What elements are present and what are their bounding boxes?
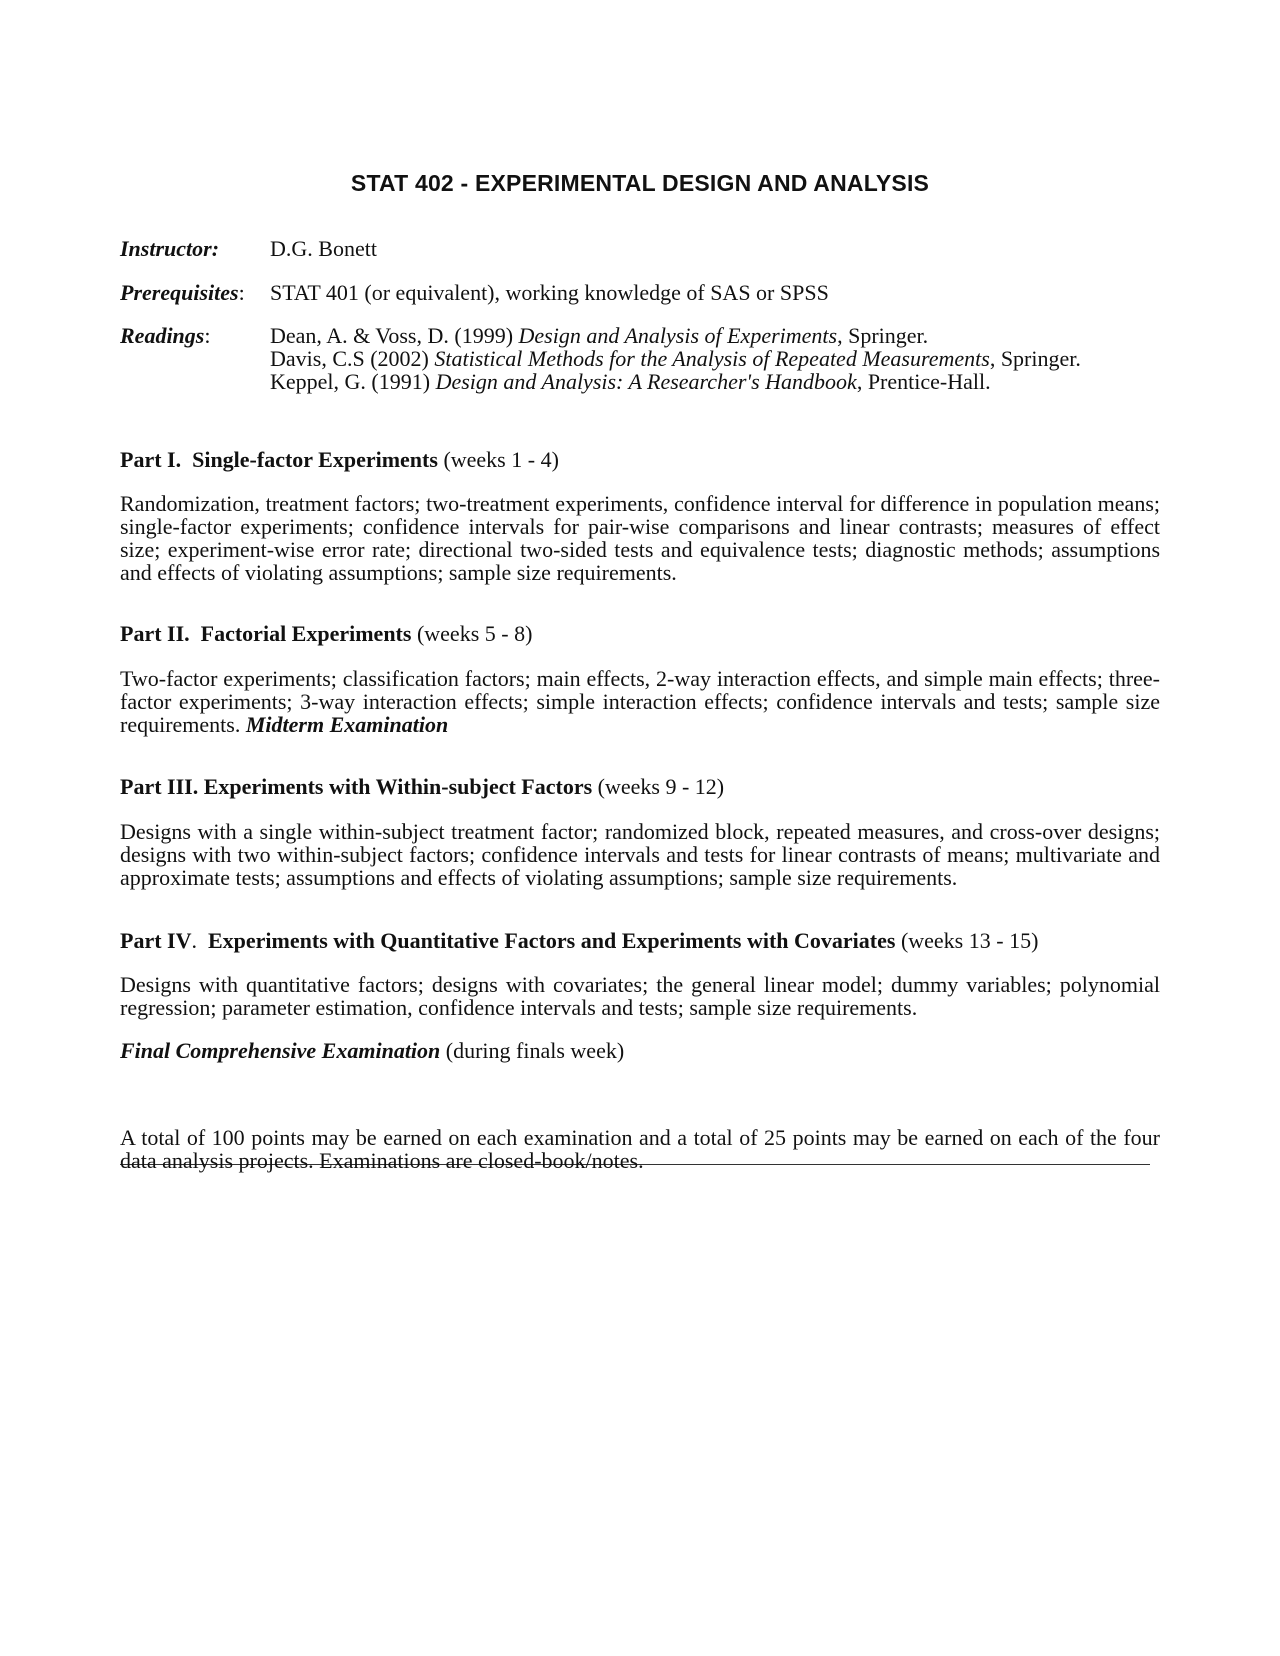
part-4-description: Designs with quantitative factors; designs with covariates; the general linear model; dummy variables; polynomial regression; parameter estimation, confidence intervals and tests; sample size requirements. [120,972,1160,1020]
part-4-heading: Part IV. Experiments with Quantitative Factors and Experiments with Covariates (weeks 13 - 15) [120,928,1039,953]
midterm-exam: Midterm Examination [245,712,449,737]
part-2-description: Two-factor experiments; classification factors; main effects, 2-way interaction effects, and simple main effects; three-factor experiments; 3-way interaction effects; simple interaction effects; confidence intervals and tests; sample size requirements. Midterm Examination [120,666,1160,737]
syllabus-page [120,0,1160,1656]
part-2-heading: Part II. Factorial Experiments (weeks 5 - 8) [120,621,533,646]
instructor-label: Instructor: [120,236,220,261]
final-exam-line: Final Comprehensive Examination (during finals week) [120,1038,625,1063]
page-title: STAT 402 - EXPERIMENTAL DESIGN AND ANALYSIS [350,170,930,196]
prerequisites-value: STAT 401 (or equivalent), working knowledge of SAS or SPSS [270,280,829,305]
part-3-description: Designs with a single within-subject treatment factor; randomized block, repeated measures, and cross-over designs; designs with two within-subject factors; confidence intervals and tests for linear contrasts of means; multivariate and approximate tests; assumptions and effects of violating assumptions; sample size requirements. [120,819,1160,890]
reading-item: Davis, C.S (2002) Statistical Methods for the Analysis of Repeated Measurements, Springer. [270,346,1081,371]
grading-paragraph: A total of 100 points may be earned on each examination and a total of 25 points may be earned on each of the four data analysis projects. Examinations are closed-book/notes. [120,1125,1160,1173]
instructor-value: D.G. Bonett [270,236,377,261]
prerequisites-label: Prerequisites: [120,280,245,305]
part-1-heading: Part I. Single-factor Experiments (weeks 1 - 4) [120,447,559,472]
reading-item: Dean, A. & Voss, D. (1999) Design and Analysis of Experiments, Springer. [270,323,929,348]
part-1-description: Randomization, treatment factors; two-treatment experiments, confidence interval for difference in population means; single-factor experiments; confidence intervals for pair-wise comparisons and linear contrasts; measures of effect size; experiment-wise error rate; directional two-sided tests and equivalence tests; diagnostic methods; assumptions and effects of violating assumptions; sample size requirements. [120,491,1160,585]
readings-label: Readings: [120,323,211,348]
part-3-heading: Part III. Experiments with Within-subject Factors (weeks 9 - 12) [120,774,725,799]
reading-item: Keppel, G. (1991) Design and Analysis: A Researcher's Handbook, Prentice-Hall. [270,369,991,394]
readings-list [270,324,1160,393]
